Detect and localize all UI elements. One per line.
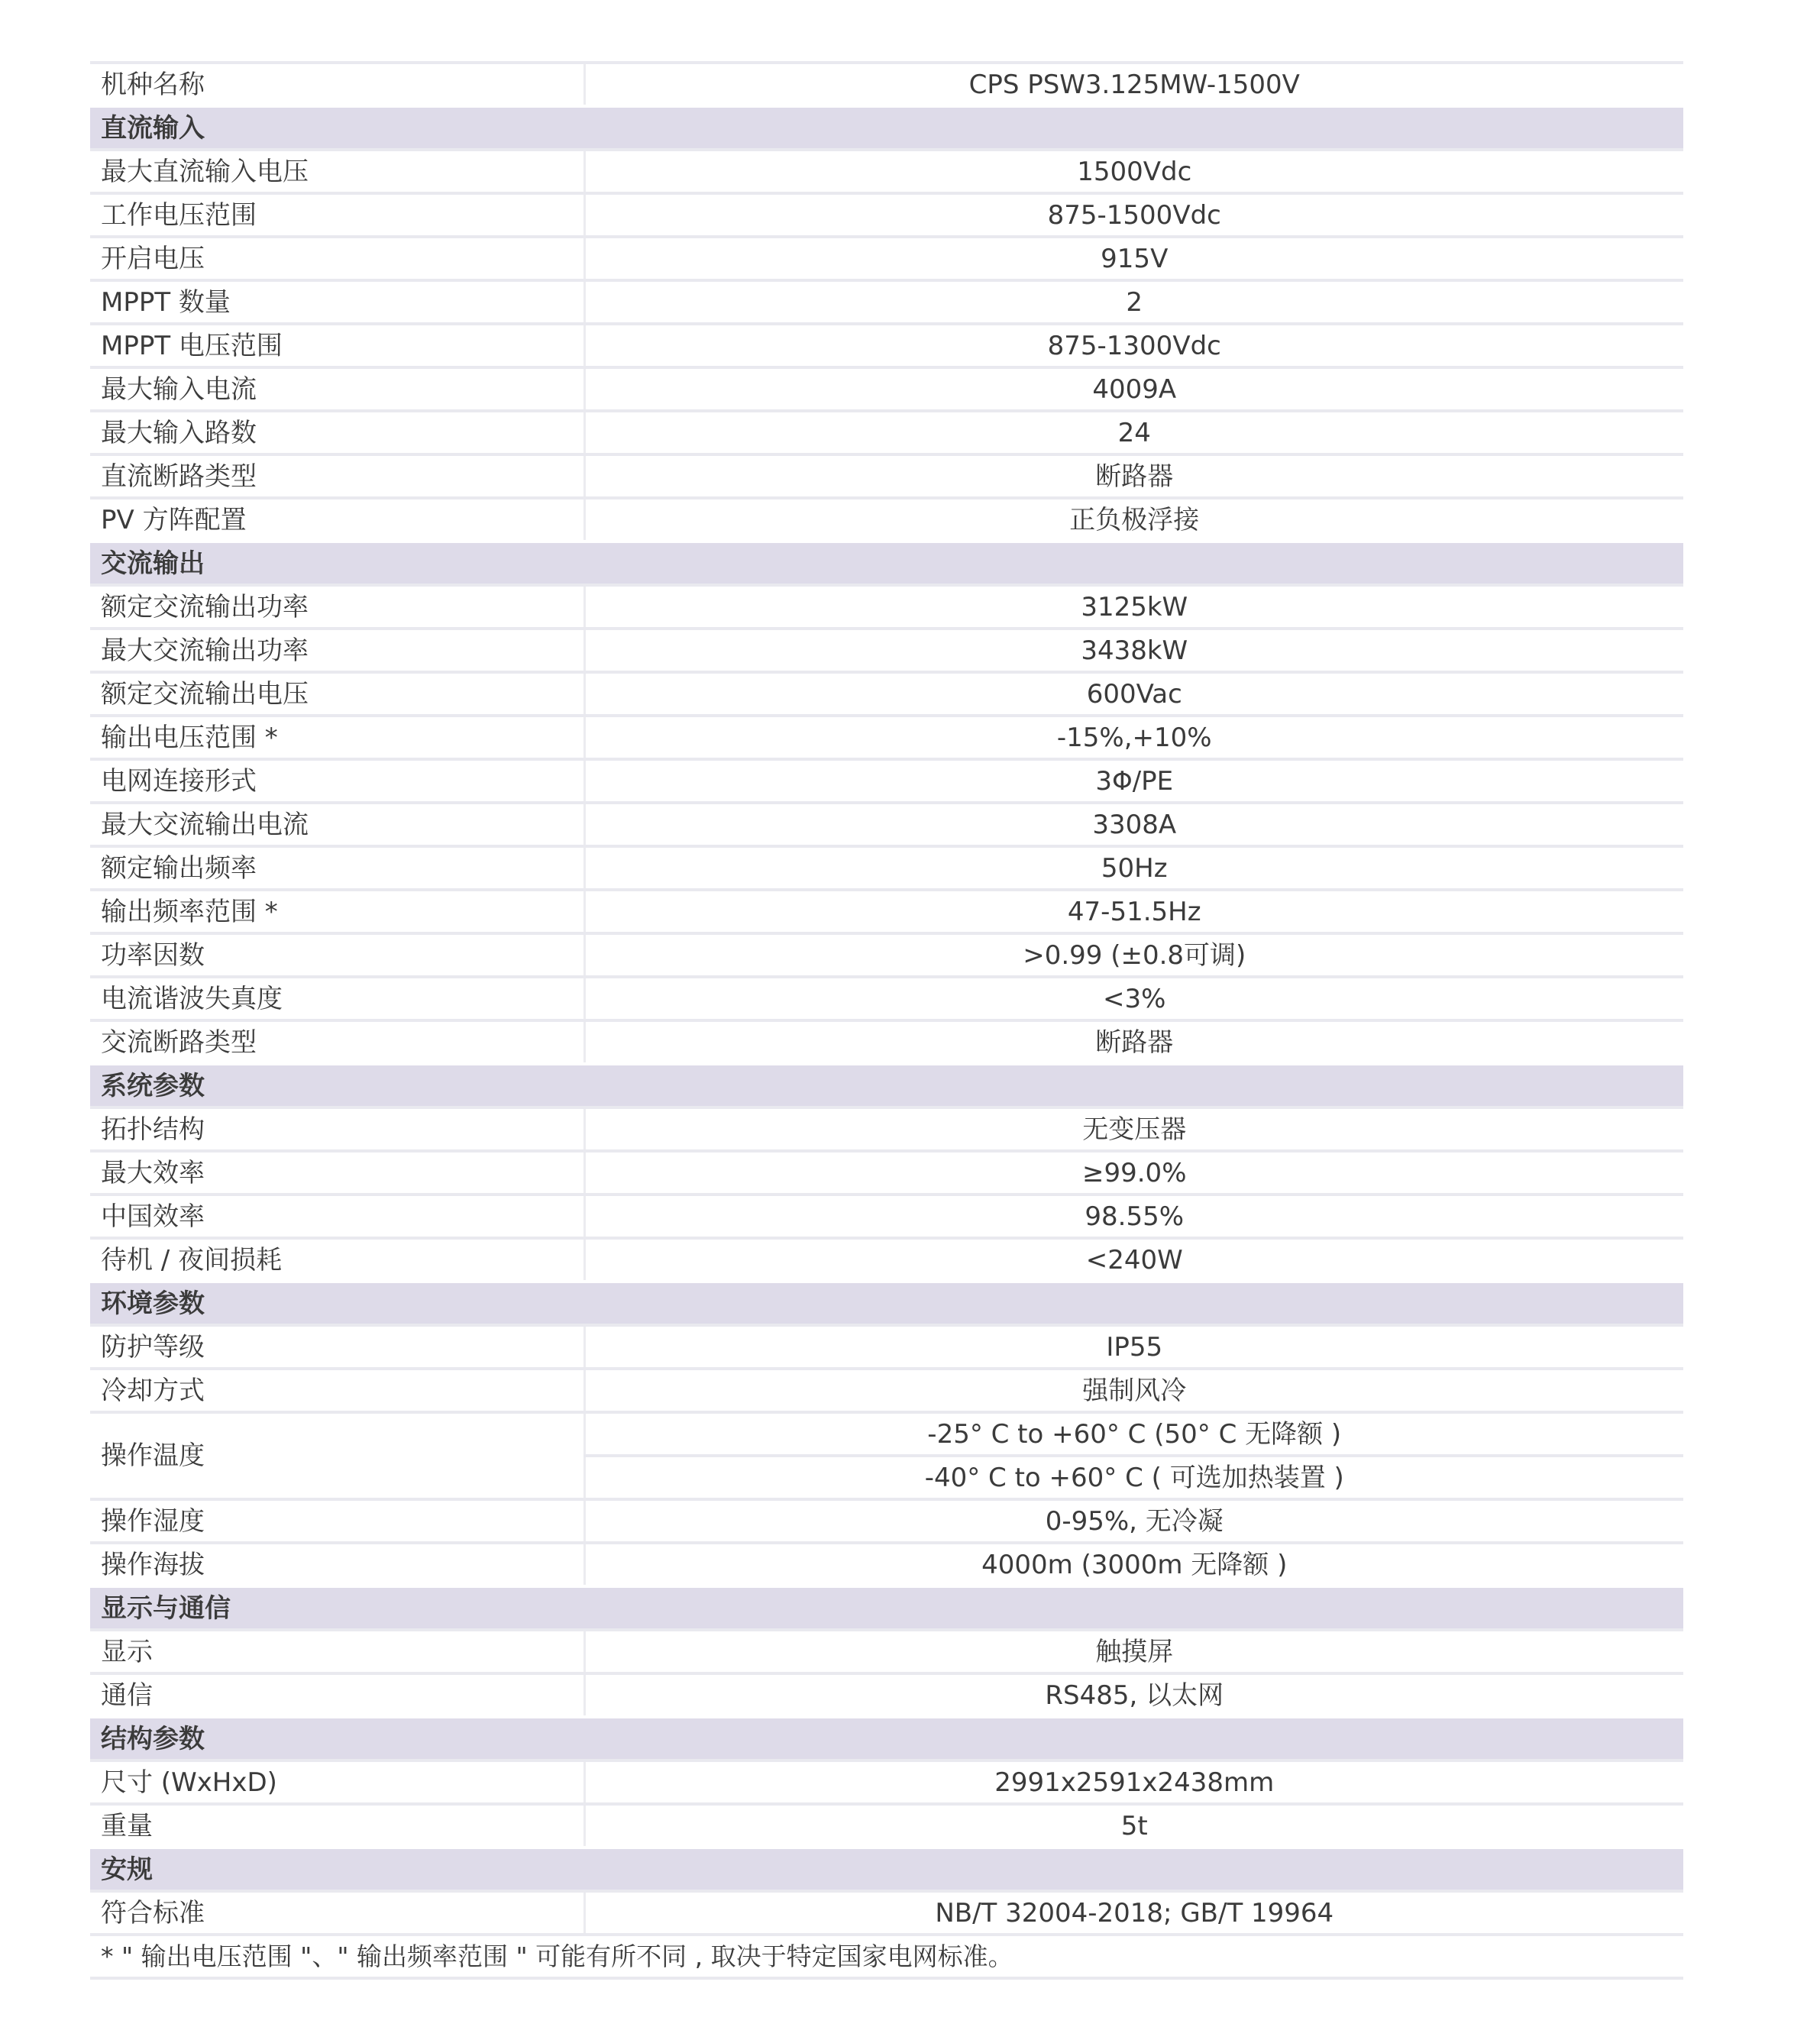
spec-value: 600Vac	[584, 672, 1683, 716]
spec-row	[90, 803, 1683, 846]
spec-row	[90, 1238, 1683, 1282]
spec-value: 断路器	[584, 454, 1683, 498]
spec-row	[90, 1499, 1683, 1543]
spec-label: 尺寸 (WxHxD)	[90, 1760, 584, 1804]
model-label: 机种名称	[90, 63, 584, 106]
spec-value: 断路器	[584, 1020, 1683, 1064]
section-header	[90, 542, 1683, 585]
spec-row	[90, 672, 1683, 716]
section-title: 系统参数	[90, 1064, 1683, 1107]
spec-value: -25° C to +60° C (50° C 无降额 )	[584, 1412, 1683, 1456]
spec-value: 强制风冷	[584, 1369, 1683, 1412]
spec-label: PV 方阵配置	[90, 498, 584, 542]
spec-value: -15%,+10%	[584, 716, 1683, 759]
spec-label: 额定输出频率	[90, 846, 584, 890]
section-title: 交流输出	[90, 542, 1683, 585]
spec-row	[90, 1543, 1683, 1586]
spec-label: 操作海拔	[90, 1543, 584, 1586]
spec-row	[90, 585, 1683, 629]
spec-row	[90, 716, 1683, 759]
spec-label: 最大交流输出功率	[90, 629, 584, 672]
spec-value: 正负极浮接	[584, 498, 1683, 542]
spec-value: 50Hz	[584, 846, 1683, 890]
spec-row	[90, 367, 1683, 411]
spec-label: 防护等级	[90, 1325, 584, 1369]
spec-label: 显示	[90, 1630, 584, 1673]
spec-row	[90, 1151, 1683, 1195]
spec-row	[90, 890, 1683, 933]
header-row	[90, 63, 1683, 106]
spec-row	[90, 454, 1683, 498]
spec-value: <3%	[584, 977, 1683, 1020]
spec-value: 875-1300Vdc	[584, 324, 1683, 367]
spec-label: 最大交流输出电流	[90, 803, 584, 846]
footnote-row	[90, 1935, 1683, 1978]
spec-label: 冷却方式	[90, 1369, 584, 1412]
section-header	[90, 1064, 1683, 1107]
spec-value: 2991x2591x2438mm	[584, 1760, 1683, 1804]
spec-row	[90, 237, 1683, 280]
section-title: 安规	[90, 1848, 1683, 1891]
spec-value: IP55	[584, 1325, 1683, 1369]
spec-table	[90, 61, 1683, 1980]
spec-label: 重量	[90, 1804, 584, 1848]
spec-label: 拓扑结构	[90, 1107, 584, 1151]
spec-row	[90, 1630, 1683, 1673]
spec-label: 操作温度	[90, 1412, 584, 1499]
spec-label: 直流断路类型	[90, 454, 584, 498]
spec-label: MPPT 电压范围	[90, 324, 584, 367]
spec-label: MPPT 数量	[90, 280, 584, 324]
spec-row	[90, 1107, 1683, 1151]
section-header	[90, 1848, 1683, 1891]
spec-label: 最大输入路数	[90, 411, 584, 454]
section-header	[90, 1282, 1683, 1325]
spec-value: 无变压器	[584, 1107, 1683, 1151]
spec-value: 3Φ/PE	[584, 759, 1683, 803]
spec-value: 4000m (3000m 无降额 )	[584, 1543, 1683, 1586]
spec-row	[90, 1891, 1683, 1935]
spec-label: 符合标准	[90, 1891, 584, 1935]
spec-value: 触摸屏	[584, 1630, 1683, 1673]
model-value: CPS PSW3.125MW-1500V	[584, 63, 1683, 106]
spec-row	[90, 1325, 1683, 1369]
section-title: 直流输入	[90, 106, 1683, 150]
spec-row	[90, 977, 1683, 1020]
spec-label: 最大直流输入电压	[90, 150, 584, 193]
spec-label: 输出频率范围 *	[90, 890, 584, 933]
spec-value: <240W	[584, 1238, 1683, 1282]
spec-value: >0.99 (±0.8可调)	[584, 933, 1683, 977]
section-header	[90, 106, 1683, 150]
spec-row	[90, 1804, 1683, 1848]
spec-row	[90, 629, 1683, 672]
spec-row	[90, 280, 1683, 324]
spec-value: 0-95%, 无冷凝	[584, 1499, 1683, 1543]
spec-row	[90, 1673, 1683, 1717]
spec-label: 输出电压范围 *	[90, 716, 584, 759]
spec-value: 3438kW	[584, 629, 1683, 672]
spec-row	[90, 1412, 1683, 1456]
spec-row	[90, 759, 1683, 803]
spec-row	[90, 1020, 1683, 1064]
spec-row	[90, 1195, 1683, 1238]
spec-row	[90, 846, 1683, 890]
spec-label: 电网连接形式	[90, 759, 584, 803]
section-title: 结构参数	[90, 1717, 1683, 1760]
spec-label: 中国效率	[90, 1195, 584, 1238]
spec-value: 47-51.5Hz	[584, 890, 1683, 933]
spec-label: 待机 / 夜间损耗	[90, 1238, 584, 1282]
spec-label: 交流断路类型	[90, 1020, 584, 1064]
spec-row	[90, 150, 1683, 193]
spec-value: 4009A	[584, 367, 1683, 411]
spec-row	[90, 411, 1683, 454]
section-title: 显示与通信	[90, 1586, 1683, 1630]
footnote: * " 输出电压范围 "、" 输出频率范围 " 可能有所不同 , 取决于特定国家电网标准。	[90, 1935, 1683, 1978]
spec-value: 3308A	[584, 803, 1683, 846]
spec-table-body	[90, 63, 1683, 1978]
spec-label: 额定交流输出功率	[90, 585, 584, 629]
spec-label: 开启电压	[90, 237, 584, 280]
section-title: 环境参数	[90, 1282, 1683, 1325]
spec-label: 通信	[90, 1673, 584, 1717]
spec-row	[90, 933, 1683, 977]
spec-value: 98.55%	[584, 1195, 1683, 1238]
spec-value: 915V	[584, 237, 1683, 280]
spec-label: 操作湿度	[90, 1499, 584, 1543]
spec-label: 最大输入电流	[90, 367, 584, 411]
spec-row	[90, 498, 1683, 542]
spec-row	[90, 193, 1683, 237]
spec-value: 5t	[584, 1804, 1683, 1848]
spec-row	[90, 1760, 1683, 1804]
section-header	[90, 1717, 1683, 1760]
spec-value: 3125kW	[584, 585, 1683, 629]
spec-value: 875-1500Vdc	[584, 193, 1683, 237]
spec-label: 工作电压范围	[90, 193, 584, 237]
spec-value: 1500Vdc	[584, 150, 1683, 193]
spec-label: 最大效率	[90, 1151, 584, 1195]
spec-value: 24	[584, 411, 1683, 454]
spec-value: -40° C to +60° C ( 可选加热装置 )	[584, 1456, 1683, 1499]
spec-row	[90, 1369, 1683, 1412]
spec-value: RS485, 以太网	[584, 1673, 1683, 1717]
section-header	[90, 1586, 1683, 1630]
spec-label: 功率因数	[90, 933, 584, 977]
spec-row	[90, 324, 1683, 367]
spec-label: 额定交流输出电压	[90, 672, 584, 716]
spec-value: NB/T 32004-2018; GB/T 19964	[584, 1891, 1683, 1935]
spec-value: 2	[584, 280, 1683, 324]
spec-label: 电流谐波失真度	[90, 977, 584, 1020]
spec-value: ≥99.0%	[584, 1151, 1683, 1195]
